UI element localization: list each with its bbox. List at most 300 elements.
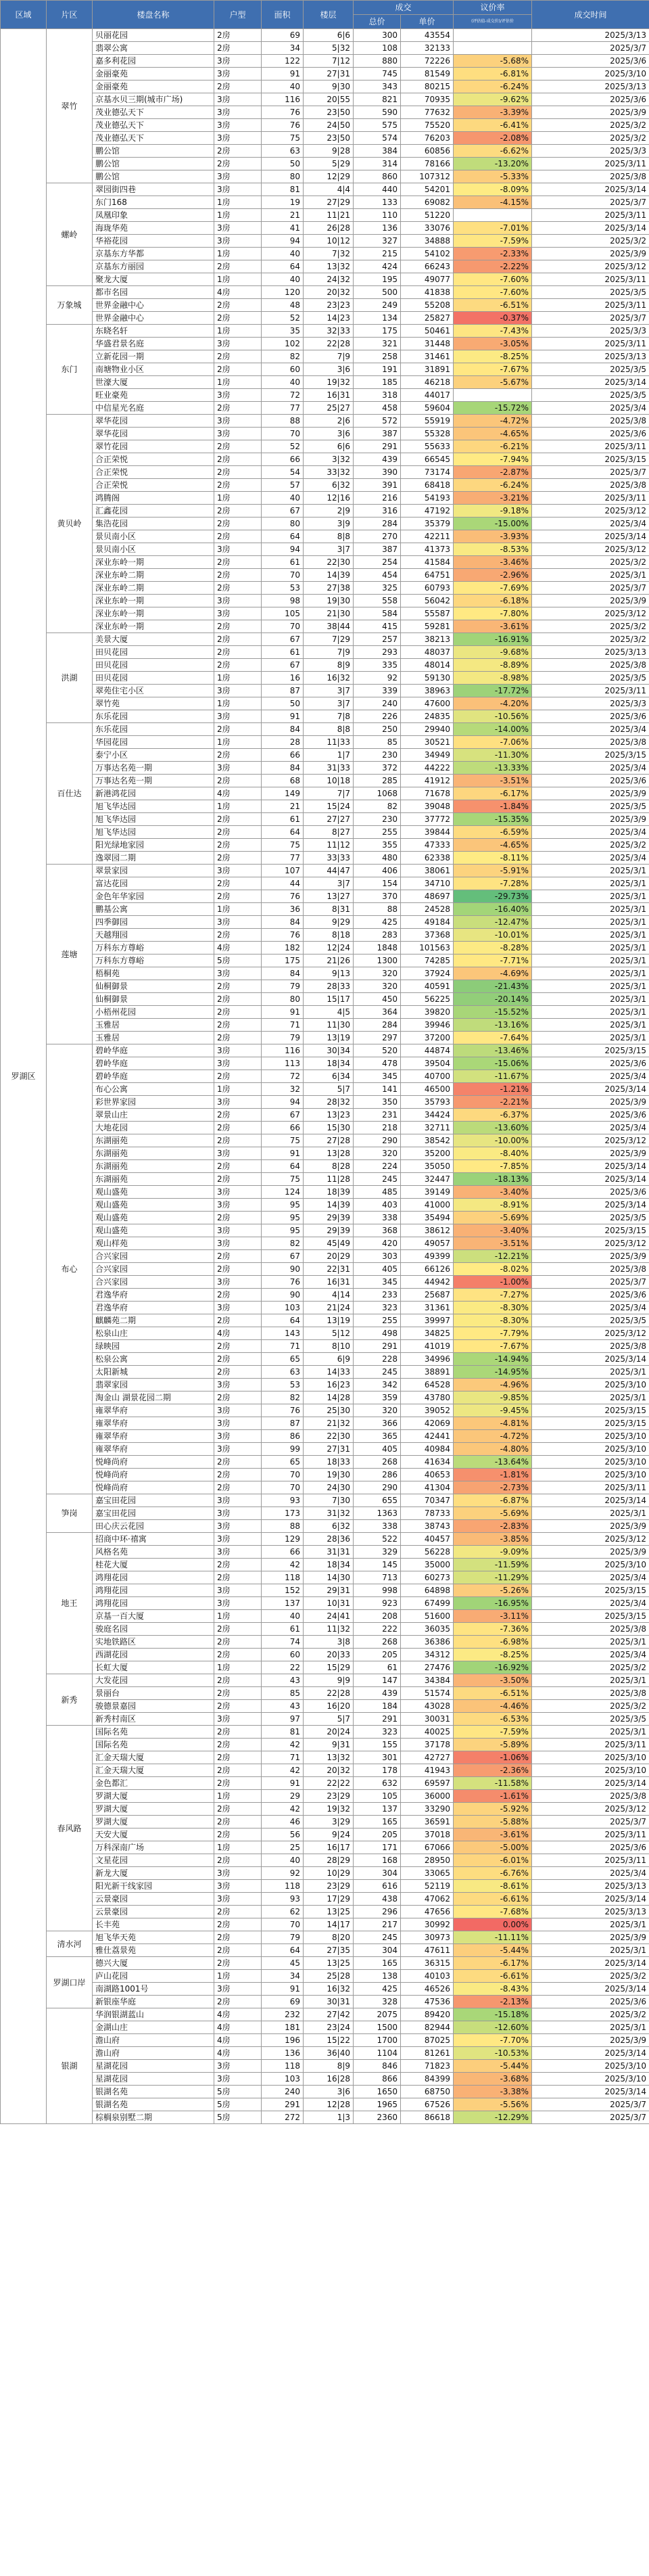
floor-cell: 6|9 (304, 1353, 354, 1366)
total-price-cell: 500 (354, 286, 401, 299)
deal-date-cell: 2025/3/14 (532, 1199, 649, 1212)
table-row (1, 1057, 649, 1070)
discount-rate-cell: -8.91% (454, 1199, 532, 1212)
deal-date-cell: 2025/3/6 (532, 1057, 649, 1070)
area-size-cell: 124 (262, 1186, 304, 1199)
discount-rate-cell: -7.67% (454, 1340, 532, 1353)
area-size-cell: 90 (262, 1263, 304, 1276)
layout-cell: 3房 (214, 1443, 262, 1456)
discount-rate-cell: -6.41% (454, 119, 532, 132)
floor-cell: 3|7 (304, 543, 354, 556)
area-size-cell: 92 (262, 1867, 304, 1880)
floor-cell: 17|29 (304, 1893, 354, 1906)
layout-cell: 2房 (214, 1931, 262, 1944)
table-row (1, 1867, 649, 1880)
discount-rate-cell: -5.69% (454, 1212, 532, 1224)
unit-price-cell: 40025 (401, 1726, 454, 1739)
property-name-cell: 金色年华家园 (93, 890, 214, 903)
unit-price-cell: 42069 (401, 1417, 454, 1430)
area-size-cell: 90 (262, 1289, 304, 1302)
discount-rate-cell: 0.00% (454, 1918, 532, 1931)
area-size-cell: 84 (262, 916, 304, 929)
total-price-cell: 424 (354, 260, 401, 273)
table-row (1, 273, 649, 286)
floor-cell: 3|6 (304, 428, 354, 440)
table-row (1, 222, 649, 235)
floor-cell: 7|29 (304, 633, 354, 646)
area-size-cell: 29 (262, 1790, 304, 1803)
floor-cell: 20|33 (304, 1649, 354, 1661)
discount-rate-cell: -4.72% (454, 1430, 532, 1443)
total-price-cell: 328 (354, 1996, 401, 2008)
total-price-cell: 320 (354, 967, 401, 980)
unit-price-cell: 49399 (401, 1250, 454, 1263)
discount-rate-cell: -5.88% (454, 1816, 532, 1828)
floor-cell: 13|19 (304, 1314, 354, 1327)
table-row (1, 1314, 649, 1327)
layout-cell: 1房 (214, 1083, 262, 1096)
discount-rate-cell: -8.25% (454, 1649, 532, 1661)
layout-cell: 2房 (214, 1109, 262, 1122)
area-size-cell: 61 (262, 813, 304, 826)
unit-price-cell: 70935 (401, 93, 454, 106)
unit-price-cell: 38213 (401, 633, 454, 646)
layout-cell: 4房 (214, 2021, 262, 2034)
area-size-cell: 97 (262, 1713, 304, 1726)
area-size-cell: 28 (262, 736, 304, 749)
unit-price-cell: 37772 (401, 813, 454, 826)
layout-cell: 3房 (214, 607, 262, 620)
total-price-cell: 1500 (354, 2021, 401, 2034)
unit-price-cell: 37200 (401, 1032, 454, 1044)
deal-date-cell: 2025/3/13 (532, 350, 649, 363)
discount-rate-cell: -6.59% (454, 826, 532, 839)
area-size-cell: 79 (262, 980, 304, 993)
layout-cell: 1房 (214, 1661, 262, 1674)
total-price-cell: 291 (354, 440, 401, 453)
table-row (1, 55, 649, 68)
header-size: 面积 (262, 1, 304, 29)
total-price-cell: 258 (354, 350, 401, 363)
discount-rate-cell: -3.51% (454, 775, 532, 787)
property-name-cell: 景丽台 (93, 1687, 214, 1700)
unit-price-cell: 34710 (401, 877, 454, 890)
area-size-cell: 75 (262, 1134, 304, 1147)
area-size-cell: 82 (262, 1237, 304, 1250)
table-row (1, 556, 649, 569)
layout-cell: 1房 (214, 800, 262, 813)
discount-rate-cell: -6.18% (454, 595, 532, 607)
floor-cell: 29|31 (304, 1584, 354, 1597)
property-name-cell: 西湖花园 (93, 1649, 214, 1661)
discount-rate-cell: -2.22% (454, 260, 532, 273)
floor-cell: 22|28 (304, 338, 354, 350)
area-size-cell: 72 (262, 389, 304, 402)
floor-cell: 28|33 (304, 980, 354, 993)
discount-rate-cell: -2.87% (454, 466, 532, 479)
layout-cell: 2房 (214, 42, 262, 55)
layout-cell: 2房 (214, 582, 262, 595)
floor-cell: 27|31 (304, 1443, 354, 1456)
deal-date-cell: 2025/3/14 (532, 376, 649, 389)
table-row (1, 2111, 649, 2124)
floor-cell: 9|29 (304, 916, 354, 929)
discount-rate-cell: -2.83% (454, 1520, 532, 1533)
discount-rate-cell: -6.17% (454, 1957, 532, 1970)
total-price-cell: 522 (354, 1533, 401, 1546)
total-price-cell: 403 (354, 1199, 401, 1212)
property-name-cell: 鸿腾阁 (93, 492, 214, 505)
total-price-cell: 325 (354, 582, 401, 595)
floor-cell: 14|33 (304, 1366, 354, 1379)
table-row (1, 325, 649, 338)
unit-price-cell: 60273 (401, 1571, 454, 1584)
deal-date-cell: 2025/3/14 (532, 183, 649, 196)
unit-price-cell: 49184 (401, 916, 454, 929)
property-name-cell: 碧岭华庭 (93, 1057, 214, 1070)
unit-price-cell: 31461 (401, 350, 454, 363)
floor-cell: 23|50 (304, 106, 354, 119)
layout-cell: 2房 (214, 1751, 262, 1764)
layout-cell: 2房 (214, 1649, 262, 1661)
layout-cell: 2房 (214, 1803, 262, 1816)
total-price-cell: 454 (354, 569, 401, 582)
area-size-cell: 68 (262, 775, 304, 787)
floor-cell: 16|17 (304, 1841, 354, 1854)
discount-rate-cell: -3.50% (454, 1674, 532, 1687)
unit-price-cell: 54193 (401, 492, 454, 505)
area-size-cell: 93 (262, 1494, 304, 1507)
table-row (1, 466, 649, 479)
total-price-cell: 217 (354, 1918, 401, 1931)
unit-price-cell: 38061 (401, 865, 454, 877)
area-size-cell: 74 (262, 1636, 304, 1649)
total-price-cell: 286 (354, 1469, 401, 1481)
layout-cell: 3房 (214, 1494, 262, 1507)
deal-date-cell: 2025/3/7 (532, 2111, 649, 2124)
area-size-cell: 88 (262, 415, 304, 428)
area-size-cell: 61 (262, 556, 304, 569)
deal-date-cell: 2025/3/5 (532, 672, 649, 685)
deal-date-cell: 2025/3/1 (532, 967, 649, 980)
area-size-cell: 75 (262, 132, 304, 145)
property-name-cell: 碧岭华庭 (93, 1044, 214, 1057)
property-name-cell: 国际名苑 (93, 1739, 214, 1751)
floor-cell: 11|33 (304, 736, 354, 749)
total-price-cell: 880 (354, 55, 401, 68)
table-row (1, 363, 649, 376)
total-price-cell: 366 (354, 1417, 401, 1430)
deal-date-cell: 2025/3/12 (532, 260, 649, 273)
property-name-cell: 万科深南广场 (93, 1841, 214, 1854)
unit-price-cell: 59130 (401, 672, 454, 685)
discount-rate-cell: -7.59% (454, 235, 532, 248)
deal-date-cell: 2025/3/9 (532, 2034, 649, 2047)
property-name-cell: 茂业德弘天下 (93, 132, 214, 145)
total-price-cell: 439 (354, 453, 401, 466)
total-price-cell: 205 (354, 1649, 401, 1661)
total-price-cell: 245 (354, 1173, 401, 1186)
total-price-cell: 350 (354, 1096, 401, 1109)
discount-rate-cell: -5.33% (454, 170, 532, 183)
floor-cell: 5|12 (304, 1327, 354, 1340)
discount-rate-cell: -3.46% (454, 556, 532, 569)
area-size-cell: 64 (262, 826, 304, 839)
zone-cell: 万象城 (47, 286, 93, 325)
table-row (1, 1533, 649, 1546)
floor-cell: 6|6 (304, 29, 354, 42)
deal-date-cell: 2025/3/10 (532, 1430, 649, 1443)
layout-cell: 2房 (214, 518, 262, 530)
deal-date-cell: 2025/3/1 (532, 1944, 649, 1957)
unit-price-cell: 66243 (401, 260, 454, 273)
deal-date-cell: 2025/3/8 (532, 479, 649, 492)
total-price-cell: 231 (354, 1109, 401, 1122)
zone-cell: 春风路 (47, 1726, 93, 1931)
unit-price-cell: 41912 (401, 775, 454, 787)
property-name-cell: 鹏公馆 (93, 145, 214, 158)
deal-date-cell: 2025/3/8 (532, 1263, 649, 1276)
layout-cell: 2房 (214, 1019, 262, 1032)
discount-rate-cell: -3.39% (454, 106, 532, 119)
table-row (1, 1302, 649, 1314)
discount-rate-cell: -29.73% (454, 890, 532, 903)
floor-cell: 16|20 (304, 1700, 354, 1713)
floor-cell: 30|34 (304, 1044, 354, 1057)
total-price-cell: 425 (354, 1983, 401, 1996)
property-name-cell: 新秀村南区 (93, 1713, 214, 1726)
total-price-cell: 228 (354, 1353, 401, 1366)
unit-price-cell: 55633 (401, 440, 454, 453)
area-size-cell: 94 (262, 235, 304, 248)
table-row (1, 235, 649, 248)
discount-rate-cell: -4.65% (454, 428, 532, 440)
total-price-cell: 584 (354, 607, 401, 620)
property-name-cell: 阳光绿地家园 (93, 839, 214, 852)
zone-cell: 东门 (47, 325, 93, 415)
unit-price-cell: 48697 (401, 890, 454, 903)
discount-rate-cell: -6.24% (454, 479, 532, 492)
deal-date-cell: 2025/3/1 (532, 916, 649, 929)
deal-date-cell: 2025/3/11 (532, 685, 649, 697)
deal-date-cell: 2025/3/15 (532, 453, 649, 466)
floor-cell: 10|18 (304, 775, 354, 787)
property-name-cell: 澹山府 (93, 2047, 214, 2060)
property-name-cell: 翠竹苑 (93, 697, 214, 710)
unit-price-cell: 54102 (401, 248, 454, 260)
unit-price-cell: 35793 (401, 1096, 454, 1109)
unit-price-cell: 71823 (401, 2060, 454, 2073)
discount-rate-cell: -7.01% (454, 222, 532, 235)
unit-price-cell: 101563 (401, 942, 454, 954)
total-price-cell: 745 (354, 68, 401, 80)
layout-cell: 1房 (214, 209, 262, 222)
property-name-cell: 东乐花园 (93, 710, 214, 723)
floor-cell: 14|28 (304, 1392, 354, 1404)
table-row (1, 1700, 649, 1713)
table-row (1, 1880, 649, 1893)
discount-rate-cell: -1.84% (454, 800, 532, 813)
area-size-cell: 67 (262, 659, 304, 672)
layout-cell: 3房 (214, 865, 262, 877)
table-row (1, 1417, 649, 1430)
layout-cell: 2房 (214, 1212, 262, 1224)
area-size-cell: 120 (262, 286, 304, 299)
deal-date-cell: 2025/3/2 (532, 2008, 649, 2021)
floor-cell: 6|6 (304, 440, 354, 453)
deal-date-cell: 2025/3/2 (532, 119, 649, 132)
property-name-cell: 小梧州花园 (93, 1006, 214, 1019)
table-row (1, 736, 649, 749)
table-row (1, 1996, 649, 2008)
discount-rate-cell: -11.11% (454, 1931, 532, 1944)
discount-rate-cell: -8.43% (454, 1983, 532, 1996)
layout-cell: 2房 (214, 1006, 262, 1019)
layout-cell: 2房 (214, 1481, 262, 1494)
total-price-cell: 254 (354, 556, 401, 569)
discount-rate-cell: -10.01% (454, 929, 532, 942)
table-row (1, 170, 649, 183)
area-size-cell: 80 (262, 518, 304, 530)
deal-date-cell: 2025/3/3 (532, 325, 649, 338)
deal-date-cell: 2025/3/6 (532, 428, 649, 440)
unit-price-cell: 46500 (401, 1083, 454, 1096)
discount-rate-cell: -3.21% (454, 492, 532, 505)
discount-rate-cell: -7.70% (454, 2034, 532, 2047)
deal-date-cell: 2025/3/6 (532, 710, 649, 723)
floor-cell: 31|33 (304, 762, 354, 775)
deal-date-cell: 2025/3/2 (532, 556, 649, 569)
table-row (1, 723, 649, 736)
property-name-cell: 凤凰印象 (93, 209, 214, 222)
deal-date-cell: 2025/3/4 (532, 1649, 649, 1661)
floor-cell: 23|29 (304, 1790, 354, 1803)
floor-cell: 18|33 (304, 1456, 354, 1469)
floor-cell: 9|24 (304, 1828, 354, 1841)
area-size-cell: 95 (262, 1224, 304, 1237)
property-name-cell: 聚龙大厦 (93, 273, 214, 286)
deal-date-cell: 2025/3/6 (532, 1289, 649, 1302)
layout-cell: 2房 (214, 890, 262, 903)
area-size-cell: 60 (262, 1649, 304, 1661)
layout-cell: 3房 (214, 428, 262, 440)
discount-rate-cell: -3.51% (454, 1237, 532, 1250)
floor-cell: 5|32 (304, 42, 354, 55)
unit-price-cell: 56225 (401, 993, 454, 1006)
table-row (1, 389, 649, 402)
total-price-cell: 485 (354, 1186, 401, 1199)
property-name-cell: 世界金融中心 (93, 312, 214, 325)
table-row (1, 1096, 649, 1109)
layout-cell: 2房 (214, 1918, 262, 1931)
layout-cell: 3房 (214, 93, 262, 106)
layout-cell: 2房 (214, 1134, 262, 1147)
total-price-cell: 1363 (354, 1507, 401, 1520)
discount-rate-cell: -4.72% (454, 415, 532, 428)
area-size-cell: 42 (262, 1559, 304, 1571)
table-row (1, 1160, 649, 1173)
total-price-cell: 304 (354, 1867, 401, 1880)
table-row (1, 1571, 649, 1584)
total-price-cell: 1848 (354, 942, 401, 954)
discount-rate-cell: -8.09% (454, 183, 532, 196)
area-size-cell: 21 (262, 800, 304, 813)
unit-price-cell: 35000 (401, 1559, 454, 1571)
table-row (1, 1520, 649, 1533)
floor-cell: 3|8 (304, 1636, 354, 1649)
table-row (1, 1559, 649, 1571)
deal-date-cell: 2025/3/9 (532, 595, 649, 607)
unit-price-cell: 38743 (401, 1520, 454, 1533)
unit-price-cell: 56228 (401, 1546, 454, 1559)
table-row (1, 1250, 649, 1263)
layout-cell: 1房 (214, 1790, 262, 1803)
deal-date-cell: 2025/3/8 (532, 415, 649, 428)
deal-date-cell: 2025/3/4 (532, 402, 649, 415)
deal-date-cell: 2025/3/4 (532, 826, 649, 839)
discount-rate-cell: -17.72% (454, 685, 532, 697)
floor-cell: 44|47 (304, 865, 354, 877)
discount-rate-cell: -7.60% (454, 286, 532, 299)
unit-price-cell: 76203 (401, 132, 454, 145)
unit-price-cell: 35050 (401, 1160, 454, 1173)
deal-date-cell: 2025/3/14 (532, 530, 649, 543)
unit-price-cell: 56042 (401, 595, 454, 607)
total-price-cell: 283 (354, 929, 401, 942)
discount-rate-cell: -2.36% (454, 1764, 532, 1777)
layout-cell: 1房 (214, 1610, 262, 1623)
table-row (1, 582, 649, 595)
layout-cell: 2房 (214, 1456, 262, 1469)
total-price-cell: 420 (354, 1237, 401, 1250)
total-price-cell: 323 (354, 1726, 401, 1739)
total-price-cell: 205 (354, 1828, 401, 1841)
layout-cell: 3房 (214, 543, 262, 556)
area-size-cell: 63 (262, 145, 304, 158)
unit-price-cell: 47611 (401, 1944, 454, 1957)
area-size-cell: 232 (262, 2008, 304, 2021)
total-price-cell: 439 (354, 1687, 401, 1700)
layout-cell: 2房 (214, 813, 262, 826)
area-size-cell: 67 (262, 633, 304, 646)
total-price-cell: 450 (354, 993, 401, 1006)
unit-price-cell: 39048 (401, 800, 454, 813)
total-price-cell: 230 (354, 813, 401, 826)
floor-cell: 4|5 (304, 1006, 354, 1019)
table-body (1, 29, 649, 2124)
discount-rate-cell: -4.65% (454, 839, 532, 852)
property-name-cell: 仙桐御景 (93, 980, 214, 993)
deal-date-cell: 2025/3/10 (532, 68, 649, 80)
layout-cell: 3房 (214, 595, 262, 607)
layout-cell: 2房 (214, 1777, 262, 1790)
property-name-cell: 万事达名苑一期 (93, 762, 214, 775)
floor-cell: 19|30 (304, 1469, 354, 1481)
total-price-cell: 1300 (354, 954, 401, 967)
discount-rate-cell: -6.61% (454, 1893, 532, 1906)
unit-price-cell: 36386 (401, 1636, 454, 1649)
area-size-cell: 136 (262, 2047, 304, 2060)
deal-date-cell: 2025/3/7 (532, 312, 649, 325)
discount-rate-cell: -9.68% (454, 646, 532, 659)
area-size-cell: 80 (262, 993, 304, 1006)
property-name-cell: 京基水贝三期(城市广场) (93, 93, 214, 106)
table-row (1, 595, 649, 607)
discount-rate-cell: -7.59% (454, 1726, 532, 1739)
total-price-cell: 110 (354, 209, 401, 222)
deal-date-cell: 2025/3/6 (532, 775, 649, 787)
layout-cell: 3房 (214, 1430, 262, 1443)
